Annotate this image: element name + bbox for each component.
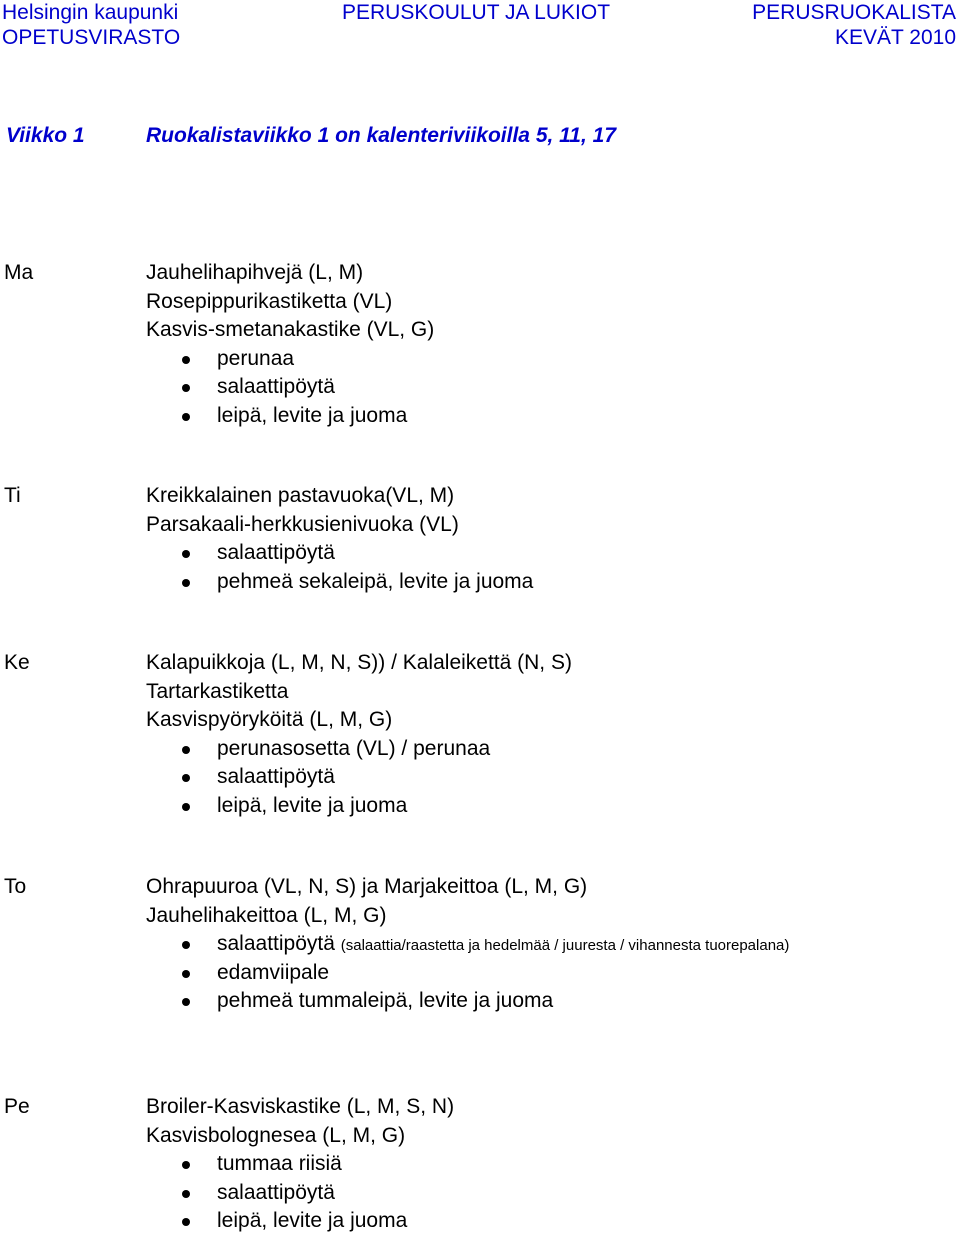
side-item: perunasosetta (VL) / perunaa [146, 735, 956, 764]
dish: Tartarkastiketta [146, 679, 289, 703]
side-item: edamviipale [146, 959, 956, 988]
side-item: pehmeä sekaleipä, levite ja juoma [146, 568, 956, 597]
org-department: OPETUSVIRASTO [2, 26, 181, 49]
dish: Kasvis-smetanakastike (VL, G) [146, 318, 435, 341]
side-item: tummaa riisiä [146, 1150, 956, 1179]
side-item [146, 930, 956, 959]
day-label: Pe [4, 1095, 30, 1118]
day-menu [146, 482, 956, 596]
side-item: salaattipöytä [146, 1179, 956, 1208]
side-item: perunaa [146, 345, 956, 374]
side-item: salaattipöytä [146, 373, 956, 402]
day-label: Ke [4, 651, 30, 674]
day-menu [146, 649, 956, 820]
dish: Jauhelihapihvejä (L, M) [146, 261, 364, 284]
side-item-label: salaattipöytä [217, 932, 335, 955]
week-label: Viikko 1 [6, 124, 85, 147]
side-item: leipä, levite ja juoma [146, 402, 956, 431]
school-type: PERUSKOULUT JA LUKIOT [342, 1, 611, 24]
side-item: salaattipöytä [146, 539, 956, 568]
week-title: Ruokalistaviikko 1 on kalenteriviikoilla 5, 11, 17 [146, 124, 616, 147]
dish: Parsakaali-herkkusienivuoka (VL) [146, 512, 459, 536]
side-item: leipä, levite ja juoma [146, 792, 956, 821]
side-item-note: (salaattia/raastetta ja hedelmää / juuresta / vihannesta tuorepalana) [340, 937, 790, 954]
dish: Broiler-Kasviskastike (L, M, S, N) [146, 1095, 455, 1118]
dish: Kasvisbolognesea (L, M, G) [146, 1123, 406, 1147]
day-menu [146, 873, 956, 1016]
day-menu [146, 259, 956, 430]
side-item: salaattipöytä [146, 763, 956, 792]
dish: Kreikkalainen pastavuoka(VL, M) [146, 484, 455, 507]
menu-type: PERUSRUOKALISTA [752, 1, 956, 24]
day-label: Ma [4, 261, 34, 284]
org-name: Helsingin kaupunki [2, 1, 179, 24]
side-item: pehmeä tummaleipä, levite ja juoma [146, 987, 956, 1016]
dish: Kalapuikkoja (L, M, N, S)) / Kalaleikettä (N, S) [146, 651, 572, 674]
dish: Jauhelihakeittoa (L, M, G) [146, 903, 387, 927]
dish: Rosepippurikastiketta (VL) [146, 289, 393, 313]
week-heading [6, 124, 956, 148]
dish: Kasvispyöryköitä (L, M, G) [146, 708, 393, 731]
side-item: leipä, levite ja juoma [146, 1207, 956, 1236]
dish: Ohrapuuroa (VL, N, S) ja Marjakeittoa (L, M, G) [146, 875, 588, 898]
day-label: Ti [4, 484, 21, 507]
season: KEVÄT 2010 [834, 26, 956, 49]
day-menu [146, 1093, 956, 1236]
day-label: To [4, 875, 27, 898]
